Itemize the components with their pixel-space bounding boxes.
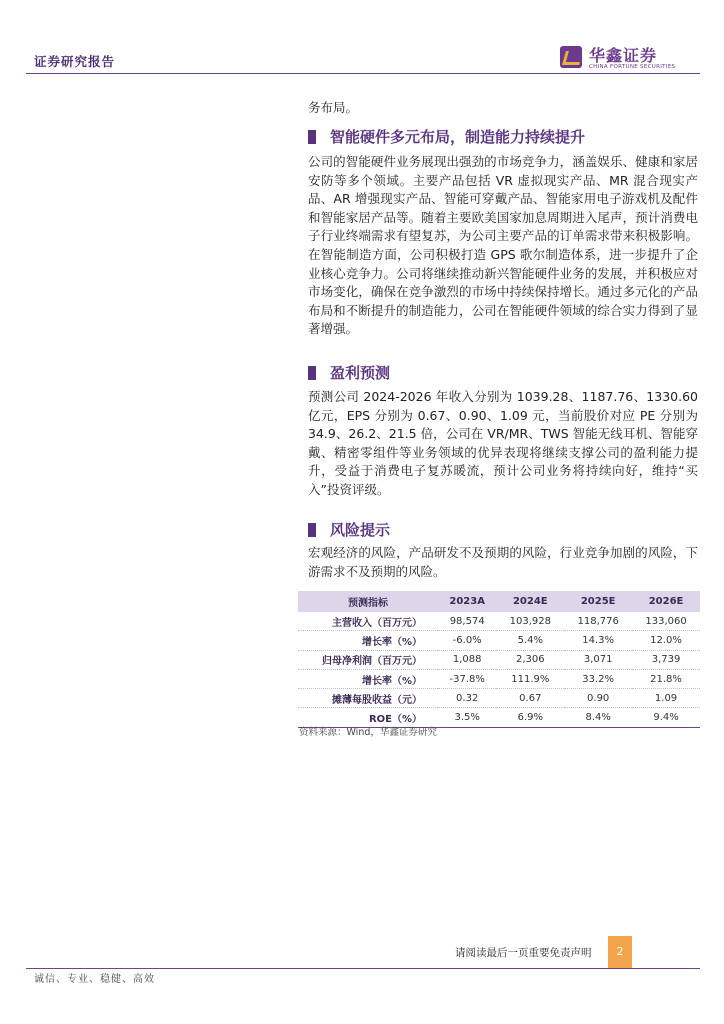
table-cell: 1,088	[438, 650, 496, 669]
section-heading-text: 智能硬件多元布局，制造能力持续提升	[330, 128, 586, 146]
table-cell: 6.9%	[496, 708, 564, 727]
row-label: 增长率（%）	[298, 669, 438, 688]
table-row	[298, 612, 700, 631]
intro-tail-text: 务布局。	[308, 100, 359, 115]
company-motto: 诚信、专业、稳健、高效	[34, 974, 155, 985]
report-type-label: 证券研究报告	[34, 54, 116, 69]
table-cell: 111.9%	[496, 669, 564, 688]
section-body-risk: 宏观经济的风险，产品研发不及预期的风险，行业竞争加剧的风险，下游需求不及预期的风险。	[308, 545, 698, 579]
section-heading-text: 风险提示	[330, 521, 391, 539]
table-cell: 0.90	[564, 689, 632, 708]
table-cell: 0.32	[438, 689, 496, 708]
company-logo-icon	[560, 46, 582, 68]
row-label: 主营收入（百万元）	[298, 612, 438, 631]
row-label: ROE（%）	[298, 708, 438, 727]
section-heading-hardware	[308, 126, 585, 147]
company-logo-english: CHINA FORTUNE SECURITIES	[589, 64, 676, 70]
table-cell: 1.09	[632, 689, 700, 708]
table-cell: 8.4%	[564, 708, 632, 727]
forecast-table	[298, 591, 700, 728]
header-divider	[26, 73, 700, 74]
table-header-cell: 2026E	[632, 591, 700, 612]
table-cell: 3,739	[632, 650, 700, 669]
table-cell: 2,306	[496, 650, 564, 669]
footer-divider	[26, 968, 700, 969]
table-cell: 21.8%	[632, 669, 700, 688]
table-source-note: 资料来源：Wind，华鑫证券研究	[299, 727, 437, 738]
row-label: 增长率（%）	[298, 631, 438, 650]
table-cell: 98,574	[438, 612, 496, 631]
table-cell: 3.5%	[438, 708, 496, 727]
row-label: 摊薄每股收益（元）	[298, 689, 438, 708]
table-header-cell: 预测指标	[298, 591, 438, 612]
disclaimer-note: 请阅读最后一页重要免责声明	[455, 947, 592, 959]
table-row	[298, 689, 700, 708]
section-body-hardware: 公司的智能硬件业务展现出强劲的市场竞争力，涵盖娱乐、健康和家居安防等多个领域。主要产品包括 VR 虚拟现实产品、MR 混合现实产品、AR 增强现实产品、智能可穿戴产品、智能家用电子游戏机及配件和智能家居产品等。随着主要欧美国家加息周期进入尾声，预计消费电子行业终端需求有望复苏，为公司主要产品的订单需求带来积极影响。在智能制造方面，公司积极打造 GPS 歌尔制造体系，进一步提升了企业核心竞争力。公司将继续推动新兴智能硬件业务的发展，并积极应对市场变化，确保在竞争激烈的市场中持续保持增长。通过多元化的产品布局和不断提升的制造能力，公司在智能硬件领域的综合实力得到了显著增强。	[308, 154, 698, 337]
table-cell: -37.8%	[438, 669, 496, 688]
page-number: 2	[608, 936, 632, 968]
section-heading-forecast	[308, 362, 390, 383]
company-logo-name: 华鑫证券	[589, 46, 658, 65]
section-heading-risk	[308, 519, 390, 540]
section-body-forecast: 预测公司 2024-2026 年收入分别为 1039.28、1187.76、1330.60 亿元，EPS 分别为 0.67、0.90、1.09 元，当前股价对应 PE 分别为 34.9、26.2、21.5 倍，公司在 VR/MR、TWS 智能无线耳机、智能穿戴、精密零组件等业务领域的优异表现将继续支撑公司的盈利能力提升，受益于消费电子复苏暖流，预计公司业务将持续向好，维持“买入”投资评级。	[308, 389, 698, 497]
table-row	[298, 631, 700, 650]
table-cell: -6.0%	[438, 631, 496, 650]
table-row	[298, 650, 700, 669]
table-cell: 33.2%	[564, 669, 632, 688]
table-cell: 118,776	[564, 612, 632, 631]
table-cell: 103,928	[496, 612, 564, 631]
section-marker-icon	[308, 366, 316, 380]
table-cell: 14.3%	[564, 631, 632, 650]
table-row	[298, 669, 700, 688]
table-cell: 12.0%	[632, 631, 700, 650]
table-cell: 133,060	[632, 612, 700, 631]
table-header-cell: 2024E	[496, 591, 564, 612]
table-cell: 5.4%	[496, 631, 564, 650]
table-header-cell: 2025E	[564, 591, 632, 612]
table-header-row	[298, 591, 700, 612]
table-cell: 3,071	[564, 650, 632, 669]
table-header-cell: 2023A	[438, 591, 496, 612]
section-heading-text: 盈利预测	[330, 364, 391, 382]
row-label: 归母净利润（百万元）	[298, 650, 438, 669]
table-cell: 0.67	[496, 689, 564, 708]
section-marker-icon	[308, 523, 316, 537]
table-cell: 9.4%	[632, 708, 700, 727]
section-marker-icon	[308, 130, 316, 144]
